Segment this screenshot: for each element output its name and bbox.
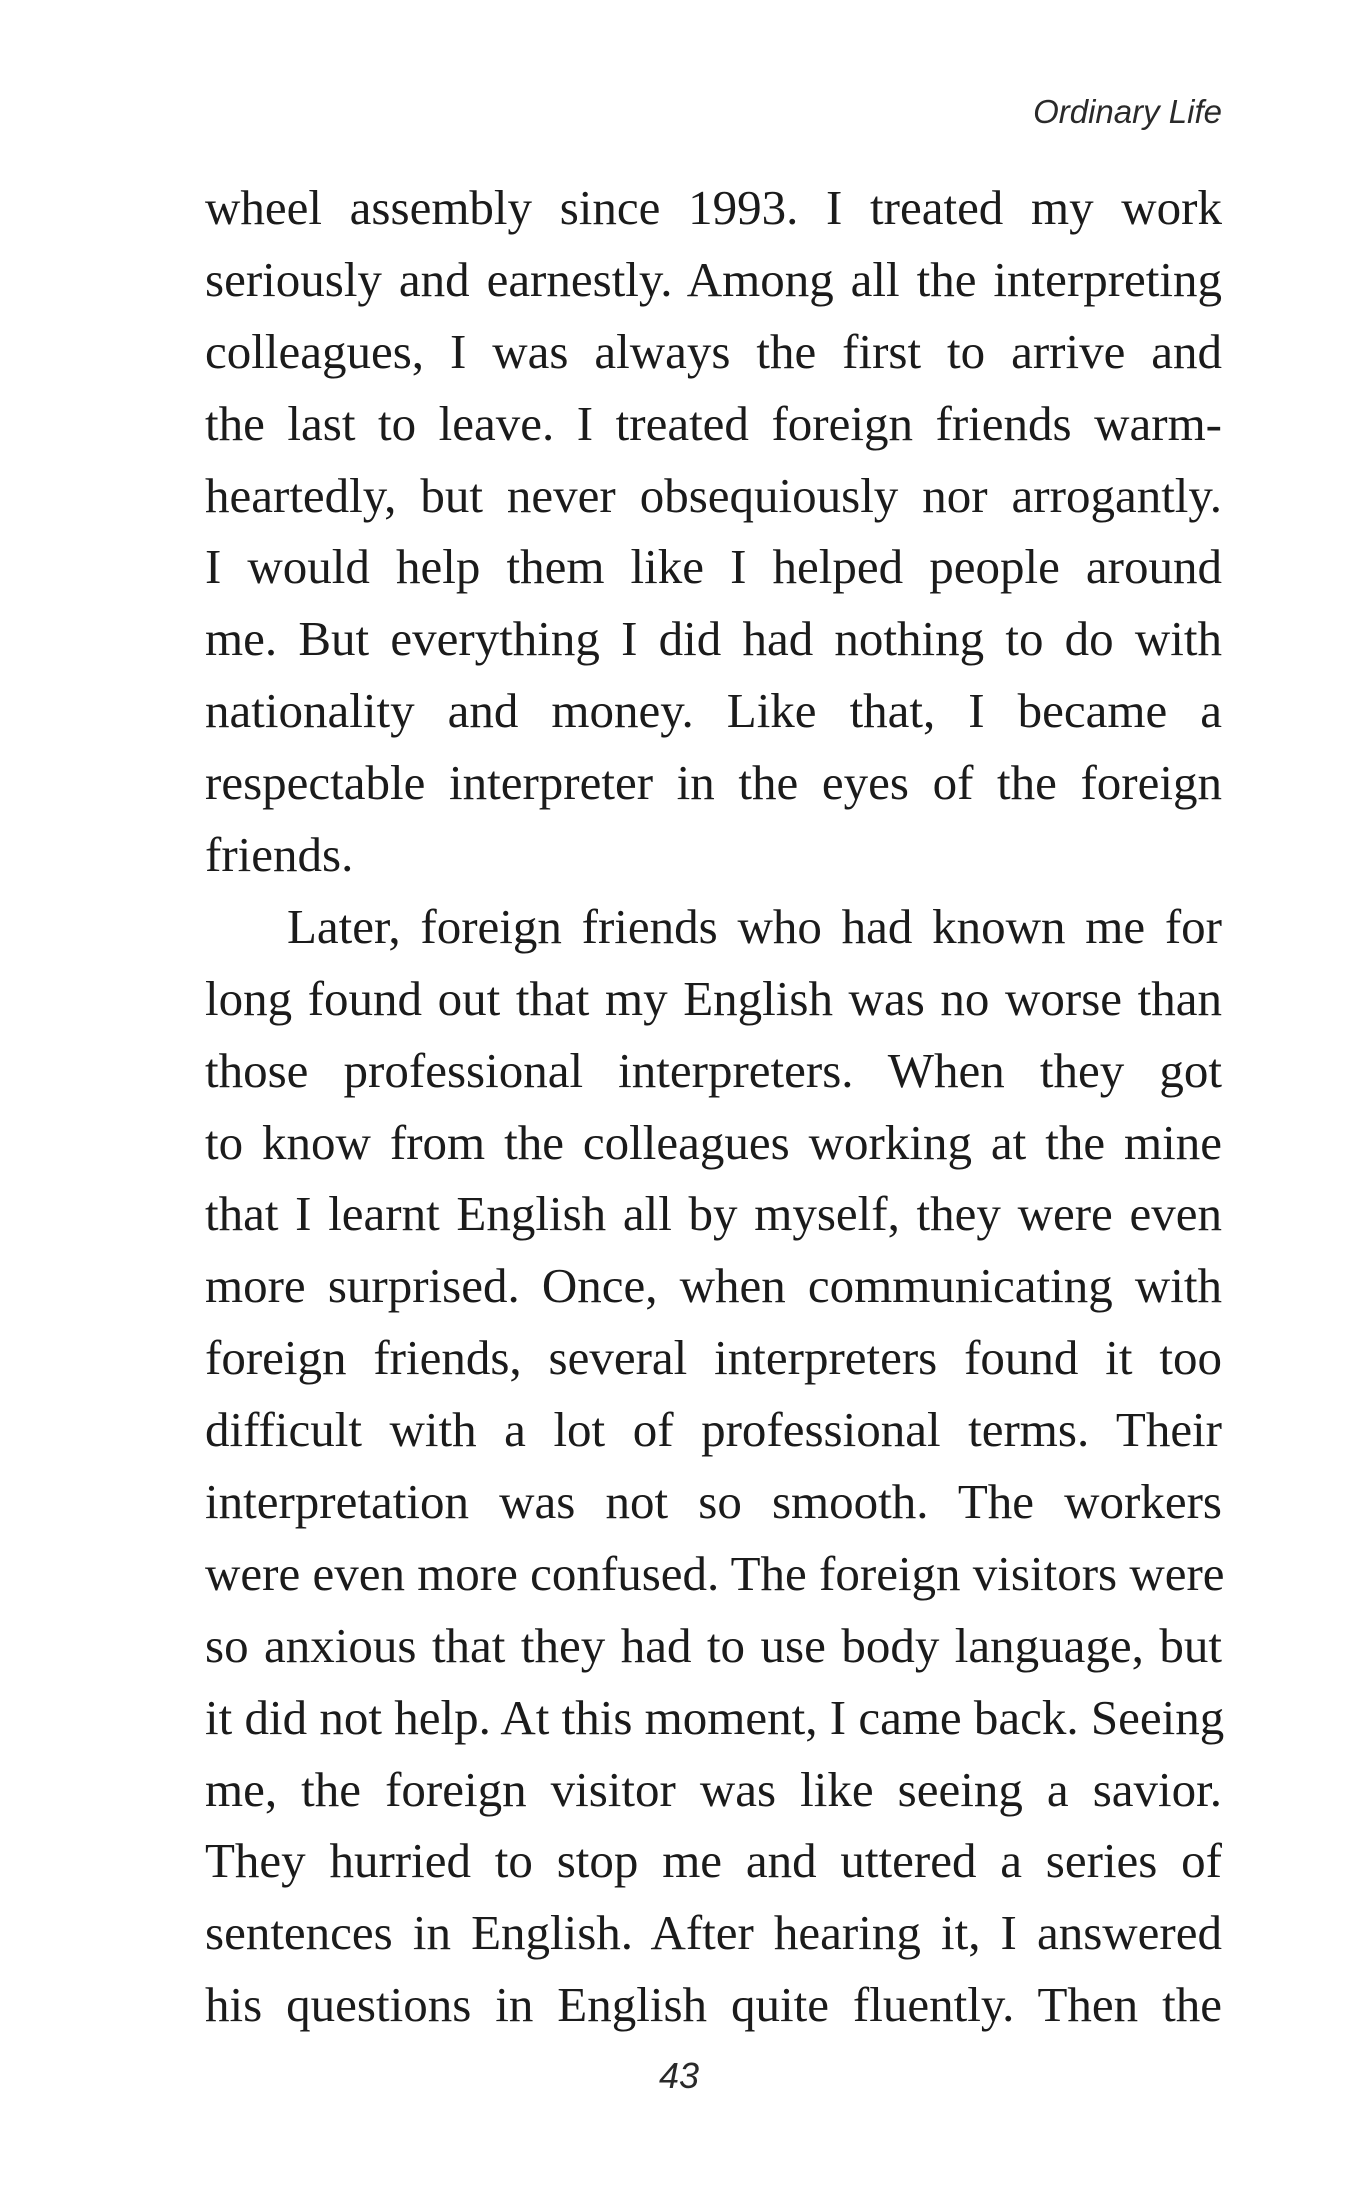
page-number: 43 <box>658 2055 700 2096</box>
text-line: that I learnt English all by myself, they were even <box>205 1186 1222 1242</box>
text-line: those professional interpreters. When they got <box>205 1042 1222 1098</box>
text-line: his questions in English quite fluently. Then the <box>205 1977 1222 2033</box>
text-line: long found out that my English was no worse than <box>205 970 1222 1026</box>
text-line: wheel assembly since 1993. I treated my work <box>205 180 1222 235</box>
text-line: seriously and earnestly. Among all the interpreting <box>205 251 1222 307</box>
text-line: more surprised. Once, when communicating with <box>205 1258 1222 1314</box>
text-line: nationality and money. Like that, I became a <box>205 683 1222 739</box>
text-line: colleagues, I was always the first to arrive and <box>205 323 1222 379</box>
text-line: Later, foreign friends who had known me for <box>287 898 1222 954</box>
text-line: me. But everything I did had nothing to do with <box>205 611 1222 667</box>
text-line: heartedly, but never obsequiously nor arrogantly. <box>205 467 1222 523</box>
text-line: I would help them like I helped people around <box>205 539 1222 595</box>
text-line: interpretation was not so smooth. The workers <box>205 1474 1222 1530</box>
text-line: to know from the colleagues working at the mine <box>205 1114 1222 1170</box>
body-text <box>205 172 1225 2041</box>
text-line: friends. <box>205 827 354 883</box>
text-line: me, the foreign visitor was like seeing a savior. <box>205 1761 1222 1817</box>
text-line: sentences in English. After hearing it, I answered <box>205 1905 1222 1961</box>
text-line: were even more confused. The foreign visitors were <box>205 1545 1225 1601</box>
running-header: Ordinary Life <box>1033 93 1222 130</box>
text-line: the last to leave. I treated foreign friends warm- <box>205 395 1222 451</box>
text-line: foreign friends, several interpreters found it too <box>205 1330 1222 1386</box>
text-line: respectable interpreter in the eyes of the foreign <box>205 755 1222 811</box>
text-line: so anxious that they had to use body language, but <box>205 1617 1222 1673</box>
text-line: They hurried to stop me and uttered a series of <box>205 1833 1222 1889</box>
text-line: it did not help. At this moment, I came back. Seeing <box>205 1689 1225 1745</box>
text-line: difficult with a lot of professional terms. Their <box>205 1402 1222 1458</box>
